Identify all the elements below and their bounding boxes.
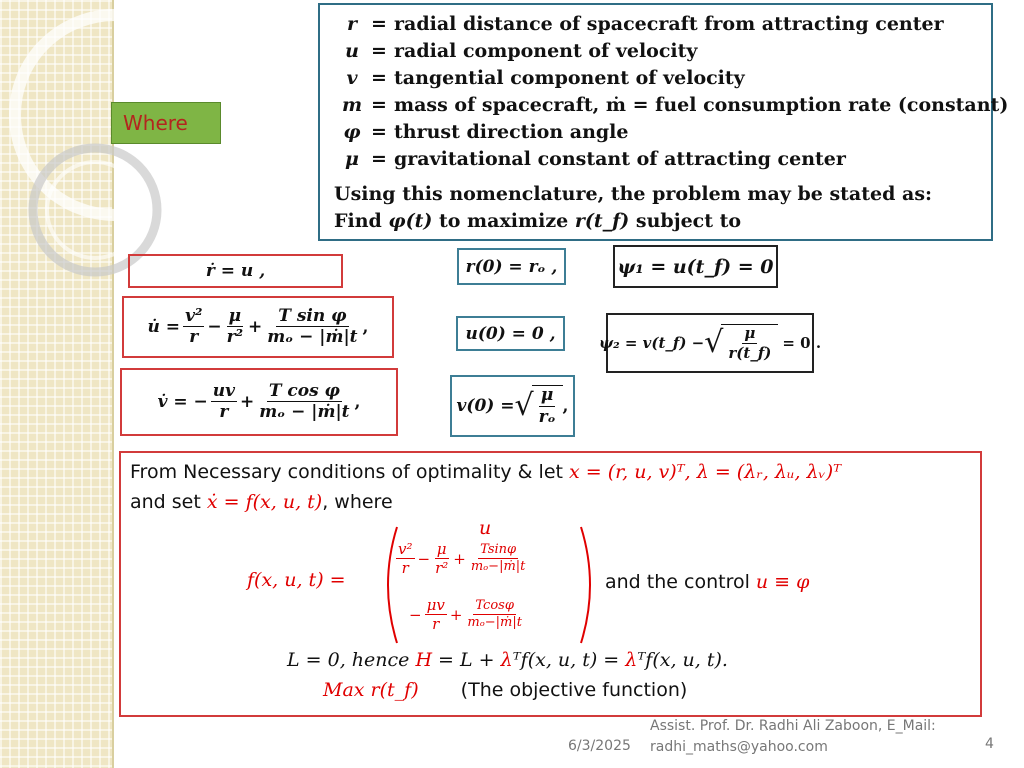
state-equation: ẋ = f(x, u, t) xyxy=(206,491,323,513)
numerator: T sin φ xyxy=(278,305,347,326)
where-label: Where xyxy=(111,102,221,144)
eq-text: ṙ = u , xyxy=(205,261,266,281)
hamiltonian-symbol: H xyxy=(415,649,433,671)
definition: gravitational constant of attracting center xyxy=(394,148,846,170)
footer-date: 6/3/2025 xyxy=(568,738,631,754)
nomenclature-row: v = tangential component of velocity xyxy=(334,65,991,92)
numerator: μ xyxy=(228,305,242,326)
text: and set xyxy=(130,491,207,513)
fraction xyxy=(265,307,359,348)
fraction xyxy=(183,307,204,348)
page-number: 4 xyxy=(985,736,994,752)
costate-vector: λ = (λᵣ, λᵤ, λᵥ)ᵀ xyxy=(696,461,842,483)
footer-author xyxy=(650,716,936,758)
f-lhs: f(x, u, t) = xyxy=(247,569,346,591)
eq-lhs: u̇ = xyxy=(147,317,181,337)
denominator: rₒ xyxy=(538,406,556,427)
lambda-symbol: λ xyxy=(625,649,638,671)
eq-text: u(0) = 0 , xyxy=(465,323,556,344)
operator: − xyxy=(417,550,431,569)
comma: , xyxy=(354,392,361,412)
definition: mass of spacecraft, ṁ = fuel consumption rate (constant) xyxy=(394,94,1009,116)
eq-psi2 xyxy=(598,313,822,373)
square-root: √ $\frac{\mu}{r(t\_f)}$ xyxy=(704,324,778,361)
nomenclature-row: r = radial distance of spacecraft from attracting center xyxy=(334,11,991,38)
vector-row-1: u xyxy=(479,517,492,539)
text: subject to xyxy=(629,210,742,232)
eq-rhs: = 0 . xyxy=(782,334,822,352)
text: Find xyxy=(334,210,389,232)
nomenclature-row: φ = thrust direction angle xyxy=(334,119,991,146)
denominator: r(t_f) xyxy=(728,343,772,362)
control-math: u ≡ φ xyxy=(755,571,810,593)
numerator: μv xyxy=(426,596,445,614)
denominator: r xyxy=(189,327,199,348)
text: ᵀf(x, u, t). xyxy=(637,649,728,671)
comma: , xyxy=(362,317,369,337)
fraction xyxy=(425,597,447,633)
definition: thrust direction angle xyxy=(394,121,629,143)
definition: radial component of velocity xyxy=(394,40,698,62)
problem-statement-line-1: Using this nomenclature, the problem may be stated as: xyxy=(334,183,933,205)
text: ᵀf(x, u, t) = xyxy=(512,649,626,671)
optimality-conditions-box xyxy=(119,451,982,717)
lambda-symbol: λ xyxy=(500,649,513,671)
denominator: mₒ − |ṁ|t xyxy=(259,402,350,423)
denominator: mₒ − |ṁ|t xyxy=(267,327,358,348)
objective-math: Max r(t_f) xyxy=(323,679,419,701)
denominator: r xyxy=(219,402,229,423)
objective-line xyxy=(323,679,687,701)
denominator: r² xyxy=(435,559,449,578)
eq-vdot: v̇ = − $\frac{uv}{r}$ + $\frac{\text{T cos φ}}{\text{mₒ − |ṁ|t}}$ , xyxy=(120,368,398,436)
definition: radial distance of spacecraft from attracting center xyxy=(394,13,944,35)
fraction xyxy=(726,325,773,361)
numerator: uv xyxy=(212,380,236,401)
symbol: r xyxy=(346,13,357,35)
eq-udot: u̇ = $\frac{\text{v²}}{r}$ − $\frac{\mu}{\text{r²}}$ + $\frac{\text{T sin φ}}{\text{mₒ − |ṁ|t}}$ , xyxy=(122,296,394,358)
eq-psi1 xyxy=(613,245,778,288)
text: L = 0, hence xyxy=(287,649,416,671)
eq-lhs: ψ₂ = v(t_f) − xyxy=(598,334,705,352)
fraction xyxy=(396,541,415,577)
fraction xyxy=(469,543,528,575)
objective-text: (The objective function) xyxy=(460,679,688,701)
denominator: r xyxy=(401,559,409,578)
comma: , xyxy=(562,396,569,416)
numerator: v² xyxy=(398,540,413,558)
denominator: r xyxy=(432,615,440,634)
numerator: μ xyxy=(744,324,756,343)
eq-r0 xyxy=(457,248,566,285)
separator: , xyxy=(684,461,697,483)
fraction xyxy=(537,386,558,427)
symbol: v xyxy=(346,67,358,89)
operator: − xyxy=(409,606,422,625)
nomenclature-row: μ = gravitational constant of attracting center xyxy=(334,146,991,173)
eq-v0 xyxy=(450,375,575,437)
right-paren xyxy=(579,525,601,645)
text: , where xyxy=(322,491,393,513)
text: and the control xyxy=(605,571,756,593)
eq-lhs: v̇ = − xyxy=(157,392,208,412)
nomenclature-box xyxy=(318,3,1009,241)
symbol: m xyxy=(341,94,363,116)
text: = L + xyxy=(432,649,501,671)
text: to maximize xyxy=(432,210,575,232)
line-2 xyxy=(130,491,393,513)
numerator: T cos φ xyxy=(268,380,340,401)
math: r(t_f) xyxy=(574,210,630,232)
vector-row-2 xyxy=(393,541,530,577)
numerator: Tsinφ xyxy=(480,542,517,558)
nomenclature-row: m = mass of spacecraft, ṁ = fuel consumption rate (constant) xyxy=(334,92,991,119)
numerator: μ xyxy=(540,385,554,406)
eq-rdot xyxy=(128,254,343,288)
definition: tangential component of velocity xyxy=(394,67,745,89)
numerator: v² xyxy=(185,305,203,326)
math: φ(t) xyxy=(388,210,433,232)
numerator: μ xyxy=(436,540,447,558)
author-line-1: Assist. Prof. Dr. Radhi Ali Zaboon, E_Mail: xyxy=(650,718,936,734)
nomenclature-row: u = radial component of velocity xyxy=(334,38,991,65)
denominator: mₒ−|ṁ|t xyxy=(467,615,522,631)
operator: + xyxy=(449,606,463,625)
symbol: u xyxy=(345,40,359,62)
square-root: √ $\frac{\mu}{\text{rₒ}}$ xyxy=(515,385,563,427)
problem-statement-line-2 xyxy=(334,208,991,235)
hamiltonian-line xyxy=(287,649,728,671)
author-line-2: radhi_maths@yahoo.com xyxy=(650,739,828,755)
control-definition xyxy=(605,571,809,593)
fraction xyxy=(465,599,524,631)
vector-row-3 xyxy=(409,597,527,633)
denominator: mₒ−|ṁ|t xyxy=(470,559,526,575)
fraction xyxy=(433,541,450,577)
symbol: φ xyxy=(343,121,361,143)
operator: + xyxy=(453,550,466,569)
line-1 xyxy=(130,461,841,483)
eq-text: r(0) = rₒ , xyxy=(465,256,558,277)
eq-lhs: v(0) = xyxy=(456,396,515,416)
fraction xyxy=(211,382,237,423)
fraction xyxy=(257,382,351,423)
fraction xyxy=(225,307,245,348)
text: From Necessary conditions of optimality & let xyxy=(130,461,569,483)
eq-u0 xyxy=(456,316,565,351)
eq-text: ψ₁ = u(t_f) = 0 xyxy=(617,255,774,278)
symbol: μ xyxy=(345,148,359,170)
numerator: Tcosφ xyxy=(475,598,514,614)
denominator: r² xyxy=(226,327,244,348)
state-vector: x = (r, u, v)ᵀ xyxy=(569,461,685,483)
